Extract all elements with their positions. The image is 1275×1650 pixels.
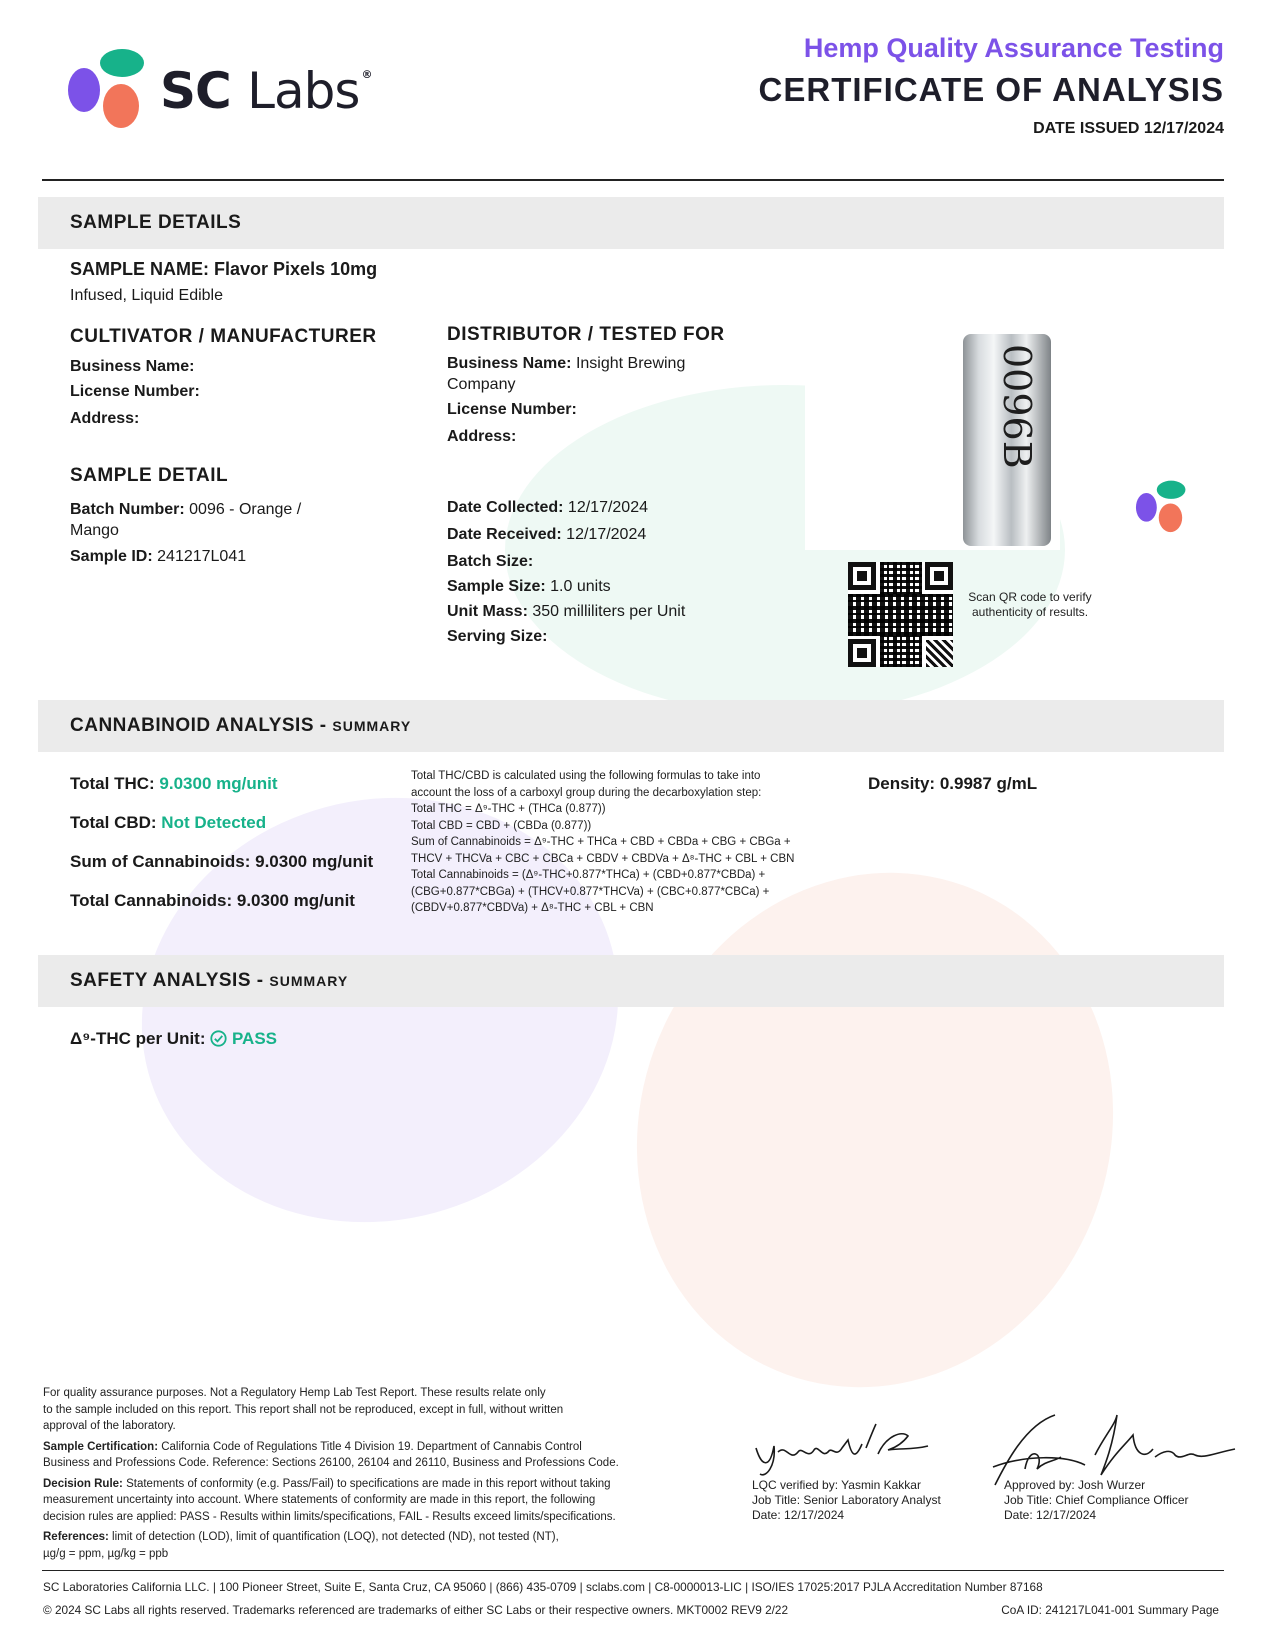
header-divider (42, 179, 1224, 181)
can-image (963, 334, 1051, 546)
sample-type: Infused, Liquid Edible (70, 287, 223, 304)
total-cannabinoids: Total Cannabinoids: 9.0300 mg/unit (70, 891, 355, 910)
coa-id: CoA ID: 241217L041-001 Summary Page (1001, 1603, 1219, 1617)
batch-size: Batch Size: (447, 553, 534, 570)
density: Density: 0.9987 g/mL (868, 774, 1038, 793)
distributor-license-label: License Number: (447, 401, 577, 418)
thc-per-unit: Δ⁹-THC per Unit: PASS (70, 1029, 278, 1048)
dates-block (447, 497, 787, 647)
distributor-heading: DISTRIBUTOR / TESTED FOR (447, 324, 725, 345)
pass-check-icon (210, 1030, 227, 1047)
signature-block-2: Approved by: Josh Wurzer Job Title: Chief Compliance Officer Date: 12/17/2024 (1004, 1478, 1189, 1522)
can-handwriting: 0096B (995, 344, 1039, 469)
total-thc: Total THC: 9.0300 mg/unit (70, 774, 278, 793)
safety-band (38, 955, 1224, 1007)
sum-of-cannabinoids: Sum of Cannabinoids: 9.0300 mg/unit (70, 852, 374, 871)
sc-labs-mini-logo-icon (1134, 480, 1190, 536)
sample-details-title: SAMPLE DETAILS (70, 212, 242, 233)
sample-detail-heading: SAMPLE DETAIL (70, 465, 229, 486)
distributor-address-label: Address: (447, 428, 517, 445)
signature-block-1: LQC verified by: Yasmin Kakkar Job Title: Senior Laboratory Analyst Date: 12/17/2024 (752, 1478, 941, 1522)
cannabinoid-formulas: Total THC/CBD is calculated using the following formulas to take into account the loss of a carboxyl group during the decarboxylation step: Total THC = Δ⁹-THC + (THCa (0.877)) Total CBD = CBD + (CBDa (0.877)) Sum of Cannabinoids = Δ⁹-THC + THCa + CBD + CBDa + CBG + CBGa + THCV + THCVa + CBC + CBCa + CBDV + CBDVa + Δ⁸-THC + CBL + CBN Total Cannabinoids = (Δ⁹-THC+0.877*THCa) + (CBD+0.877*CBDa) + (CBG+0.877*CBGa) + (THCV+0.877*THCVa) + (CBC+0.877*CBCa) + (CBDV+0.877*CBDVa) + Δ⁸-THC + CBL + CBN (411, 770, 795, 914)
sc-labs-wordmark: SC Labs ® (160, 62, 372, 120)
copyright-line: © 2024 SC Labs all rights reserved. Trademarks referenced are trademarks of either SC Labs or their respective owners. MKT0002 REV9 2/22 (43, 1603, 789, 1617)
batch-number-cont: Mango (70, 522, 119, 539)
sc-labs-logo-icon (68, 48, 148, 134)
cultivator-heading: CULTIVATOR / MANUFACTURER (70, 326, 377, 347)
cultivator-business-label: Business Name: (70, 358, 195, 375)
qr-code[interactable] (848, 562, 953, 667)
unit-mass: Unit Mass: 350 milliliters per Unit (447, 603, 686, 620)
date-issued: DATE ISSUED 12/17/2024 (1033, 120, 1224, 137)
date-received: Date Received: 12/17/2024 (447, 526, 647, 543)
lab-address-line: SC Laboratories California LLC. | 100 Pioneer Street, Suite E, Santa Cruz, CA 95060 | (866) 435-0709 | sclabs.com | C8-0000013-LIC | ISO/IES 17025:2017 PJLA Accreditation Number 87168 (43, 1580, 1043, 1594)
qr-caption: Scan QR code to verify authenticity of results. (968, 590, 1092, 619)
distributor-block (447, 324, 747, 447)
distributor-business: Business Name: Insight Brewing (447, 355, 686, 372)
distributor-business-cont: Company (447, 376, 516, 393)
date-collected: Date Collected: 12/17/2024 (447, 499, 648, 516)
header-subtitle: Hemp Quality Assurance Testing (803, 33, 1224, 63)
safety-title: SAFETY ANALYSIS - SUMMARY (70, 970, 349, 991)
total-cbd: Total CBD: Not Detected (70, 813, 267, 832)
sc-labs-logo (68, 48, 408, 134)
sample-name: SAMPLE NAME: Flavor Pixels 10mg (70, 259, 378, 279)
cultivator-license-label: License Number: (70, 383, 200, 400)
sample-id: Sample ID: 241217L041 (70, 548, 247, 565)
cannabinoid-title: CANNABINOID ANALYSIS - SUMMARY (70, 715, 412, 736)
product-photo (805, 330, 1060, 550)
batch-number: Batch Number: 0096 - Orange / (70, 501, 302, 518)
cannabinoid-band (38, 700, 1224, 752)
signature-yasmin (752, 1418, 932, 1478)
cannabinoid-summary (70, 774, 373, 911)
footer-notes: For quality assurance purposes. Not a Regulatory Hemp Lab Test Report. These results relate only to the sample included on this report. This report shall not be reproduced, except in full, without written approval of the laboratory. Sample Certification: California Code of Regulations Title 4 Division 19. Department of Cannabis Control Business and Professions Code. Reference: Sections 26100, 26104 and 26110, Business and Professions Code. Decision Rule: Statements of conformity (e.g. Pass/Fail) to specifications are made in this report without taking measurement uncertainty into account. Where statements of conformity are made in this report, the following decision rules are applied: PASS - Results within limits/specifications, FAIL - Results exceed limits/specifications. References: limit of detection (LOD), limit of quantification (LOQ), not detected (ND), not tested (NT), µg/g = ppm, µg/kg = ppb (43, 1387, 619, 1560)
cultivator-block (70, 326, 377, 429)
footer-divider (42, 1570, 1224, 1571)
sample-detail-block (70, 465, 370, 567)
sample-size: Sample Size: 1.0 units (447, 578, 611, 595)
pass-badge: PASS (231, 1029, 278, 1048)
sample-details-band (38, 197, 1224, 249)
serving-size: Serving Size: (447, 628, 548, 645)
cultivator-address-label: Address: (70, 410, 140, 427)
header-title: CERTIFICATE OF ANALYSIS (758, 71, 1224, 108)
